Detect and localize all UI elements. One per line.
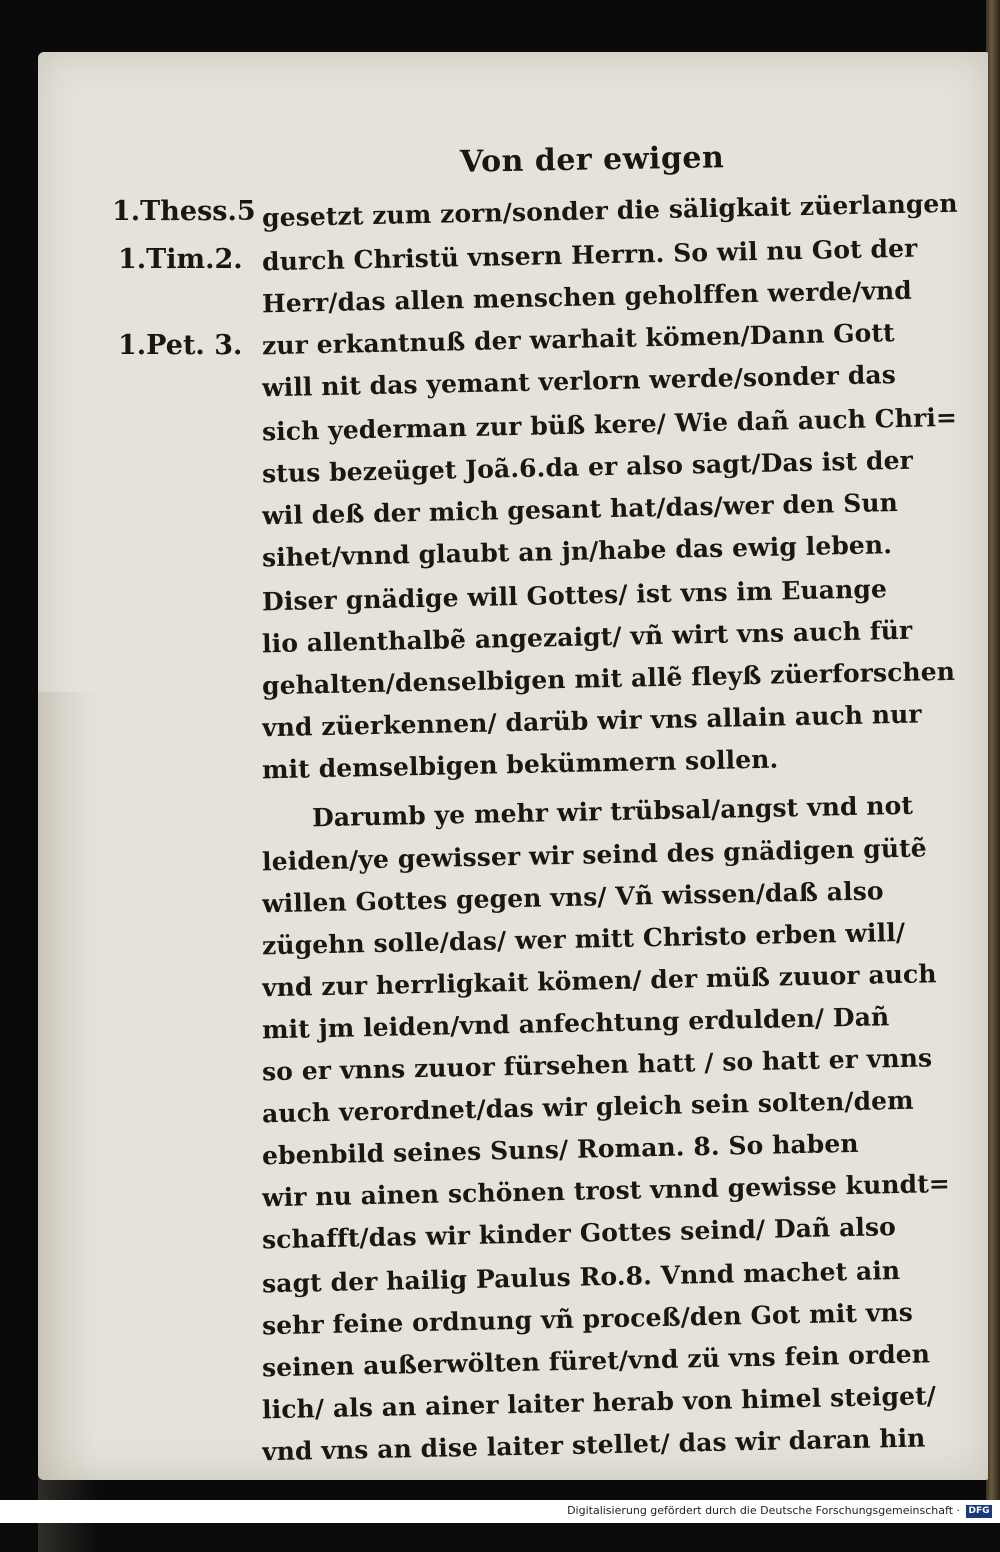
text-line: seinen außerwölten füret/vnd zü vns fein orden	[261, 1339, 931, 1383]
page-stain	[38, 692, 98, 1552]
text-line: sihet/vnnd glaubt an jn/habe das ewig leben.	[261, 530, 893, 573]
text-line: vnd vns an dise laiter stellet/ das wir daran hin	[261, 1423, 926, 1467]
text-line: sich yederman zur büß kere/ Wie dañ auch Chri=	[261, 402, 958, 447]
text-line: schafft/das wir kinder Gottes seind/ Dañ also	[261, 1212, 897, 1255]
text-line: Diser gnädige will Gottes/ ist vns im Euange	[261, 574, 888, 617]
text-line: sehr feine ordnung vñ proceß/den Got mit vns	[261, 1297, 914, 1341]
text-line: wil deß der mich gesant hat/das/wer den Sun	[261, 488, 899, 531]
text-line: auch verordnet/das wir gleich sein solten/dem	[261, 1085, 914, 1129]
text-line: willen Gottes gegen vns/ Vñ wissen/daß also	[261, 876, 884, 919]
text-line: lio allenthalbẽ angezaigt/ vñ wirt vns auch für	[261, 615, 913, 659]
footer-bar	[0, 1500, 1000, 1523]
text-line: stus bezeüget Joã.6.da er also sagt/Das ist der	[261, 445, 914, 489]
text-line: sagt der hailig Paulus Ro.8. Vnnd machet ain	[261, 1255, 901, 1299]
margin-note-tim: 1.Tim.2.	[118, 244, 243, 275]
running-heading: Von der ewigen	[459, 140, 725, 180]
text-line: zur erkantnuß der warhait kömen/Dann Gott	[261, 318, 895, 361]
text-line: mit jm leiden/vnd anfechtung erdulden/ Dañ	[261, 1002, 890, 1045]
text-line: gehalten/denselbigen mit allẽ fleyß züerforschen	[261, 656, 956, 701]
text-line: wir nu ainen schönen trost vnnd gewisse kundt=	[261, 1168, 951, 1213]
margin-note-thess: 1.Thess.5	[112, 196, 256, 227]
text-line: so er vnns zuuor fürsehen hatt / so hatt er vnns	[261, 1043, 933, 1087]
text-line: will nit das yemant verlorn werde/sonder das	[261, 360, 897, 403]
text-line: vnd zur herrligkait kömen/ der müß zuuor auch	[261, 959, 937, 1003]
text-line: lich/ als an ainer laiter herab von himel steiget/	[261, 1381, 937, 1425]
text-line: durch Christü vnsern Herrn. So wil nu Got der	[261, 233, 918, 277]
funding-note: Digitalisierung gefördert durch die Deutsche Forschungsgemeinschaft ·	[567, 1504, 960, 1517]
text-line: mit demselbigen bekümmern sollen.	[261, 744, 779, 785]
book-edge	[986, 0, 1000, 1500]
text-line: gesetzt zum zorn/sonder die säligkait züerlangen	[261, 188, 958, 233]
text-line: zügehn solle/das/ wer mitt Christo erben will/	[261, 917, 906, 961]
text-line: vnd züerkennen/ darüb wir vns allain auch nur	[261, 699, 922, 743]
text-line: ebenbild seines Suns/ Roman. 8. So haben	[261, 1128, 859, 1171]
text-line: Herr/das allen menschen geholffen werde/vnd	[261, 275, 913, 319]
margin-note-pet: 1.Pet. 3.	[118, 330, 243, 361]
text-line: Darumb ye mehr wir trübsal/angst vnd not	[311, 790, 914, 833]
text-line: leiden/ye gewisser wir seind des gnädigen gütẽ	[261, 833, 928, 877]
dfg-logo: DFG	[966, 1505, 992, 1518]
